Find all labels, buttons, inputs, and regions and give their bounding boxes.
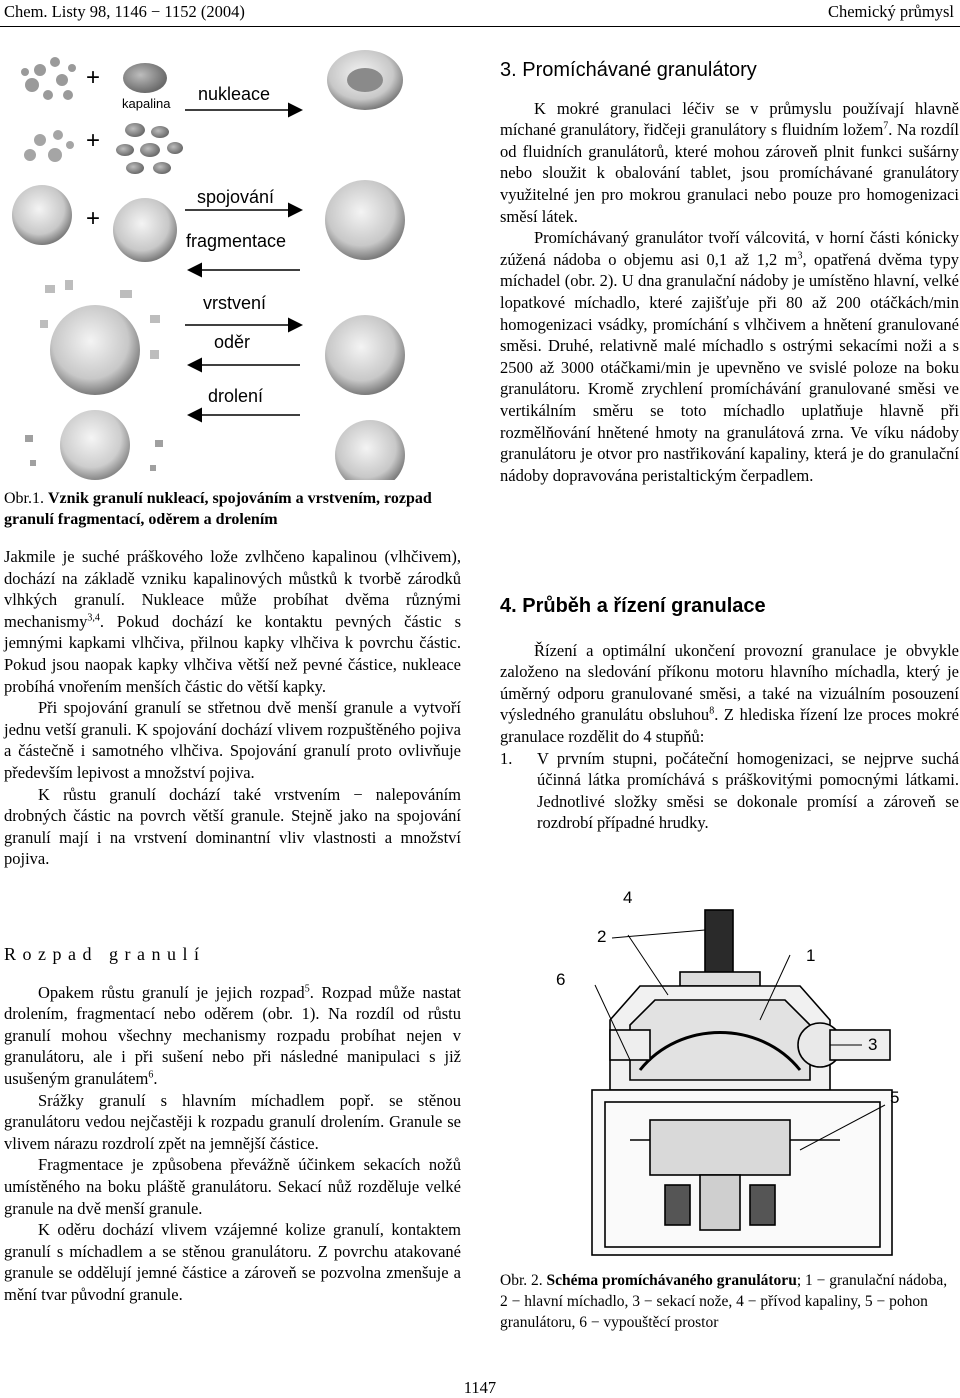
section-3-paragraph-2: Promíchávaný granulátor tvoří válcovitá, v horní části kónicky zúžená nádoba o objemu asi 0,1 až 1,2 $m^3$, opatřená dvěma typy míchadel (obr. 2). U dna granulační nádoby je umístěno hlavní, velké lopatkové míchadlo, které zajišťuje při 80 až 200 otáčkách/min homogenizaci vsádky, promíchání s vlhčivem a hnětení granulované směsi. Druhé, relativně malé míchadlo s ostrými sekacími noži a s 2500 až 3000 otáčkami/min je upevněno ve svislé poloze na boku granulátoru. Kromě zrychlení promíchávání granulované směsi ve vertikálním směru se toto míchadlo uplatňuje hlavně při rozmělňování hnětené hmoty na granulátová zrna. Ve víku nádoby granulátoru je otvor pro nastřikování kapaliny, která je do granulační nádoby dopravována peristaltickým čerpadlem. (500, 228, 959, 485)
figure-1-caption-lead: Obr.1. (4, 490, 44, 507)
running-header (0, 0, 960, 26)
section-4-heading: 4. Průběh a řízení granulace (500, 595, 766, 617)
label-fragmentace: fragmentace (186, 231, 287, 251)
rozpad-section (4, 944, 461, 1306)
rozpad-paragraph-4: K oděru dochází vlivem vzájemné kolize granulí, kontaktem granulí s míchadlem a se stěnou granulátoru. Z povrchu atakované granule se oddělují jemné částice a zároveň se pozvolna zmenšuje a mění tvar původní granule. (4, 1220, 461, 1304)
label-spojovani: spojování (197, 187, 275, 207)
label-kapalina: kapalina (122, 96, 171, 111)
left-column-body (4, 546, 461, 870)
section-3-heading: 3. Promíchávané granulátory (500, 59, 757, 81)
paragraph-layering: K růstu granulí dochází také vrstvením − nalepováním drobných částic na povrch větší granule. Stejně jako na spojování granulí mají i na vrstvení dominantní vliv vlastnosti a množství pojiva. (4, 784, 461, 869)
label-vrstveni: vrstvení (203, 293, 267, 313)
callout-4: 4 (623, 888, 633, 907)
rozpad-paragraph-2: Srážky granulí s hlavním míchadlem popř. se stěnou granulátoru vedou nejčastěji k rozpadu granulí drolením. Granule se vlivem nárazu rozdrolí zpět na jemnější částice. (4, 1090, 461, 1153)
journal-citation: Chem. Listy 98, 1146 − 1152 (2004) (4, 2, 245, 21)
plus-sign: + (86, 205, 101, 232)
plus-sign: + (86, 127, 101, 154)
figure-2-caption-title: Schéma promíchávaného granulátoru (546, 1272, 797, 1289)
figure-2-caption (500, 1270, 955, 1333)
rozpad-heading: Rozpad granulí (4, 944, 206, 964)
rozpad-paragraph-1: Opakem růstu granulí je jejich rozpad$^5$. Rozpad může nastat drolením, fragmentací nebo oděrem (obr. 1). Na rozdíl od růstu granulí mohou všechny mechanismy rozpadu probíhat nejen v granulátoru, ale i při sušení nebo při následné manipulaci s již usušeným granulátem$^6$. (4, 982, 461, 1088)
figure-1-graphic (0, 40, 470, 480)
fine-particles-1 (21, 57, 76, 100)
paragraph-joining: Při spojování granulí se střetnou dvě menší granule a vytvoří jednu vetší granuli. K spojování dochází vlivem rozpuštěného pojiva a částečně i samotného vlhčiva. Spojování granulí proto ovlivňuje především lepivost a množství pojiva. (4, 698, 461, 782)
rozpad-paragraph-3: Fragmentace je způsobena převážně účinkem sekacích nožů umístěného na boku pláště granulátoru. Sekací nůž rozděluje velké granule na dvě menší granule. (4, 1155, 461, 1218)
figure-1 (0, 40, 470, 480)
section-3 (500, 60, 959, 486)
section-4-paragraph-1: Řízení a optimální ukončení provozní granulace je obvykle založeno na sledování příkonu motoru hlavního míchadla, který je úměrný odporu granulované směsi, a také na vizuálním posouzení výsledného granulátu obsluhou$^8$. Z hlediska řízení lze proces mokré granulace rozdělit do 4 stupňů: (500, 640, 960, 746)
paragraph-nucleation: Jakmile je suché práškového lože zvlhčeno kapalinou (vlhčivem), dochází na základě vzniku kapalinových můstků k tvorbě zárodků vlhkých granulí. Nukleace může probíhat dvěma různými mechanismy$^{3,4}$. Pokud dochází ke kontaktu pevných částic s jemnými kapkami vlhčiva, přilnou kapky vlhčiva k povrchu částic. Pokud jsou naopak kapky vlhčiva větší než pevné částice, nukleace probíhá vnořením menších částic do větší kapky. (4, 547, 461, 696)
figure-2 (500, 880, 960, 1260)
list-item-1 (500, 748, 959, 834)
figure-2-graphic (500, 880, 960, 1260)
callout-3: 3 (868, 1035, 878, 1054)
droplet-cluster (116, 123, 183, 174)
callout-6: 6 (556, 970, 566, 989)
section-4 (500, 596, 959, 834)
section-name: Chemický průmysl (827, 2, 954, 21)
figure-2-caption-legend: ; 1 − granulační nádoba, 2 − hlavní míchadlo, 3 − sekací nože, 4 − přívod kapaliny, 5 − pohon granulátoru, 6 − vypouštěcí prostor (500, 1272, 948, 1331)
list-item-1-number: 1. (500, 748, 513, 768)
plus-sign: + (86, 64, 101, 91)
callout-1: 1 (806, 946, 816, 965)
figure-1-caption-text: Vznik granulí nukleací, spojováním a vrstvením, rozpad granulí fragmentací, oděrem a drolením (4, 490, 432, 528)
section-3-paragraph-1: K mokré granulaci léčiv se v průmyslu používají hlavně míchané granulátory, řidčeji granulátory s fluidním ložem$^7$. Na rozdíl od fluidních granulátorů, které mohou zároveň plnit funkci sušárny nebo sloužit k obalování tablet, jsou promíchávané granulátory využitelné jen pro mokrou granulaci nebo pouze pro homogenizaci směsí látek. (500, 98, 959, 226)
callout-2: 2 (597, 927, 607, 946)
callout-5: 5 (890, 1088, 900, 1107)
label-oder: oděr (214, 332, 251, 352)
page-number: 1147 (463, 1378, 497, 1397)
figure-1-caption (4, 488, 461, 530)
label-droleni: drolení (208, 386, 264, 406)
figure-2-caption-lead: Obr. 2. (500, 1272, 543, 1289)
liquid-drop (123, 63, 167, 93)
label-nukleace: nukleace (198, 84, 271, 104)
list-item-1-text: V prvním stupni, počáteční homogenizaci, se nejprve suchá účinná látka promíchává s práškovitými pomocnými látkami. Jednotlivé složky směsi se dokonale promísí a zároveň se rozdrobí případné hrudky. (537, 748, 959, 833)
header-rule (0, 26, 960, 27)
